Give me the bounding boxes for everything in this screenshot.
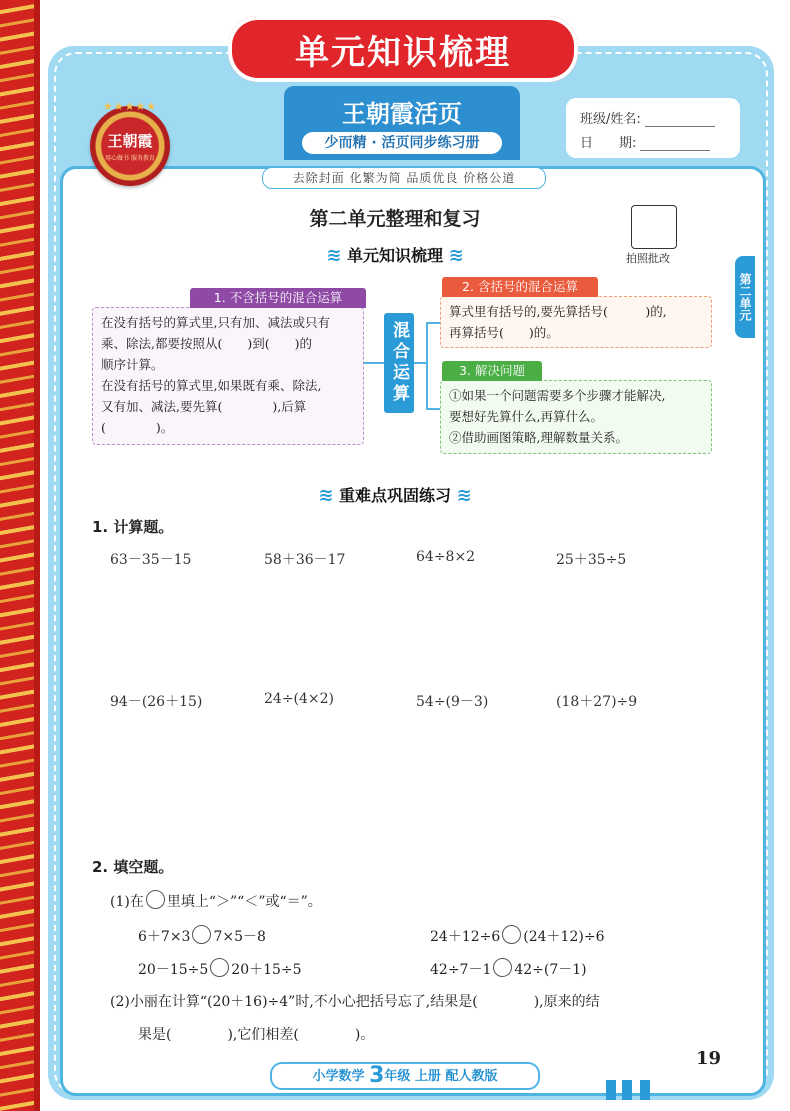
box-line: 又有加、减法,要先算( ),后算 <box>101 399 307 414</box>
footer-grade-suffix: 年级 <box>384 1069 411 1084</box>
tag-with-brackets: 2. 含括号的混合运算 <box>442 277 598 297</box>
compare-left: 42÷7－1 <box>430 962 492 978</box>
brand-badge-logo <box>90 100 170 186</box>
knowledge-box-no-brackets <box>92 307 364 445</box>
practice-heading-text: 重难点巩固练习 <box>338 486 451 505</box>
wave-icon: ≋ <box>448 245 464 266</box>
connector-line <box>426 322 428 410</box>
compare-item <box>138 925 266 946</box>
fill-instruction-b: 里填上“＞”“＜”或“＝”。 <box>166 894 322 910</box>
word-problem-line: 果是( ),它们相差( )。 <box>138 1027 375 1043</box>
calc-expression: 58＋36－17 <box>264 552 346 568</box>
knowledge-heading-text: 单元知识梳理 <box>346 246 443 265</box>
tag-no-brackets: 1. 不含括号的混合运算 <box>190 288 366 308</box>
connector-line <box>426 408 440 410</box>
connector-line <box>426 322 440 324</box>
compare-right: (24＋12)÷6 <box>523 929 605 945</box>
date-field[interactable] <box>640 138 710 151</box>
compare-right: 42÷(7－1) <box>514 962 587 978</box>
decor-bar <box>640 1080 650 1100</box>
fill-instruction-a: (1)在 <box>110 894 144 910</box>
box-line: 乘、除法,都要按照从( )到( )的 <box>101 336 312 351</box>
page-number: 19 <box>696 1048 722 1069</box>
compare-item <box>430 925 604 946</box>
knowledge-box-with-brackets <box>440 296 712 348</box>
box-line: 顺序计算。 <box>101 357 164 372</box>
compare-answer-circle[interactable] <box>192 925 211 944</box>
box-line: ( )。 <box>101 420 174 435</box>
left-decorative-ribbon <box>0 0 40 1111</box>
brand-title: 王朝霞活页 <box>342 99 462 128</box>
decor-bar <box>606 1080 616 1100</box>
connector-line <box>364 362 384 364</box>
box-line: 在没有括号的算式里,如果既有乘、除法, <box>101 378 322 393</box>
calc-expression: (18＋27)÷9 <box>556 694 638 710</box>
practice-heading <box>0 483 790 506</box>
word-problem-line: (2)小丽在计算“(20＋16)÷4”时,不小心把括号忘了,结果是( ),原来的结 <box>110 994 600 1010</box>
name-date-box <box>566 98 740 158</box>
fill-instruction <box>110 890 322 911</box>
footer-grade: 3 <box>369 1063 385 1088</box>
unit-side-tab: 第二单元 <box>735 256 755 338</box>
class-name-row <box>580 108 715 127</box>
compare-left: 24＋12÷6 <box>430 929 501 945</box>
calc-expression: 54÷(9－3) <box>416 694 489 710</box>
question-1-label: 1. 计算题。 <box>92 518 174 536</box>
compare-answer-circle[interactable] <box>493 958 512 977</box>
footer-volume: 上册 <box>414 1069 441 1084</box>
tag-problem-solving: 3. 解决问题 <box>442 361 542 381</box>
mindmap-center-node: 混合运算 <box>384 313 414 413</box>
brand-subtitle: 少而精 · 活页同步练习册 <box>302 132 502 154</box>
class-name-label: 班级/姓名: <box>580 112 641 127</box>
page-banner: 单元知识梳理 <box>228 16 578 82</box>
knowledge-heading <box>0 243 790 266</box>
compare-left: 20－15÷5 <box>138 962 209 978</box>
calc-expression: 64÷8×2 <box>416 549 476 565</box>
compare-right: 7×5－8 <box>213 929 266 945</box>
wave-icon: ≋ <box>326 245 342 266</box>
box-line: 要想好先算什么,再算什么。 <box>449 409 603 424</box>
date-row <box>580 132 710 151</box>
wave-icon: ≋ <box>456 485 472 506</box>
knowledge-box-problem-solving <box>440 380 712 454</box>
compare-answer-circle[interactable] <box>210 958 229 977</box>
slogan: 去除封面 化繁为简 品质优良 价格公道 <box>262 167 546 189</box>
box-line: 在没有括号的算式里,只有加、减法或只有 <box>101 315 330 330</box>
calc-expression: 24÷(4×2) <box>264 691 335 707</box>
badge-subtitle: 用心做书 服务教育 <box>105 155 155 162</box>
connector-line <box>414 362 426 364</box>
compare-item <box>430 958 587 979</box>
box-line: 算式里有括号的,要先算括号( )的, <box>449 304 667 319</box>
date-label: 日 期: <box>580 136 637 151</box>
footer-info <box>270 1062 540 1090</box>
box-line: 再算括号( )的。 <box>449 325 559 340</box>
footer-edition: 配人教版 <box>445 1069 498 1084</box>
badge-name: 王朝霞 <box>107 132 153 150</box>
calc-expression: 63－35－15 <box>110 552 192 568</box>
box-line: ②借助画图策略,理解数量关系。 <box>449 430 628 445</box>
chapter-title: 第二单元整理和复习 <box>309 208 481 230</box>
class-name-field[interactable] <box>645 114 715 127</box>
calc-expression: 25＋35÷5 <box>556 552 627 568</box>
box-line: ①如果一个问题需要多个步骤才能解决, <box>449 388 666 403</box>
photo-grading-label: 拍照批改 <box>626 252 670 265</box>
question-2-label: 2. 填空题。 <box>92 858 174 876</box>
compare-answer-circle[interactable] <box>502 925 521 944</box>
wave-icon: ≋ <box>318 485 334 506</box>
calc-expression: 94－(26＋15) <box>110 694 203 710</box>
decor-bar <box>622 1080 632 1100</box>
compare-right: 20＋15÷5 <box>231 962 302 978</box>
brand-block <box>284 86 520 160</box>
compare-left: 6＋7×3 <box>138 929 191 945</box>
badge-stars: ★★★★★ <box>102 100 158 113</box>
answer-circle-icon <box>146 890 165 909</box>
compare-item <box>138 958 302 979</box>
footer-subject: 小学数学 <box>312 1069 365 1084</box>
